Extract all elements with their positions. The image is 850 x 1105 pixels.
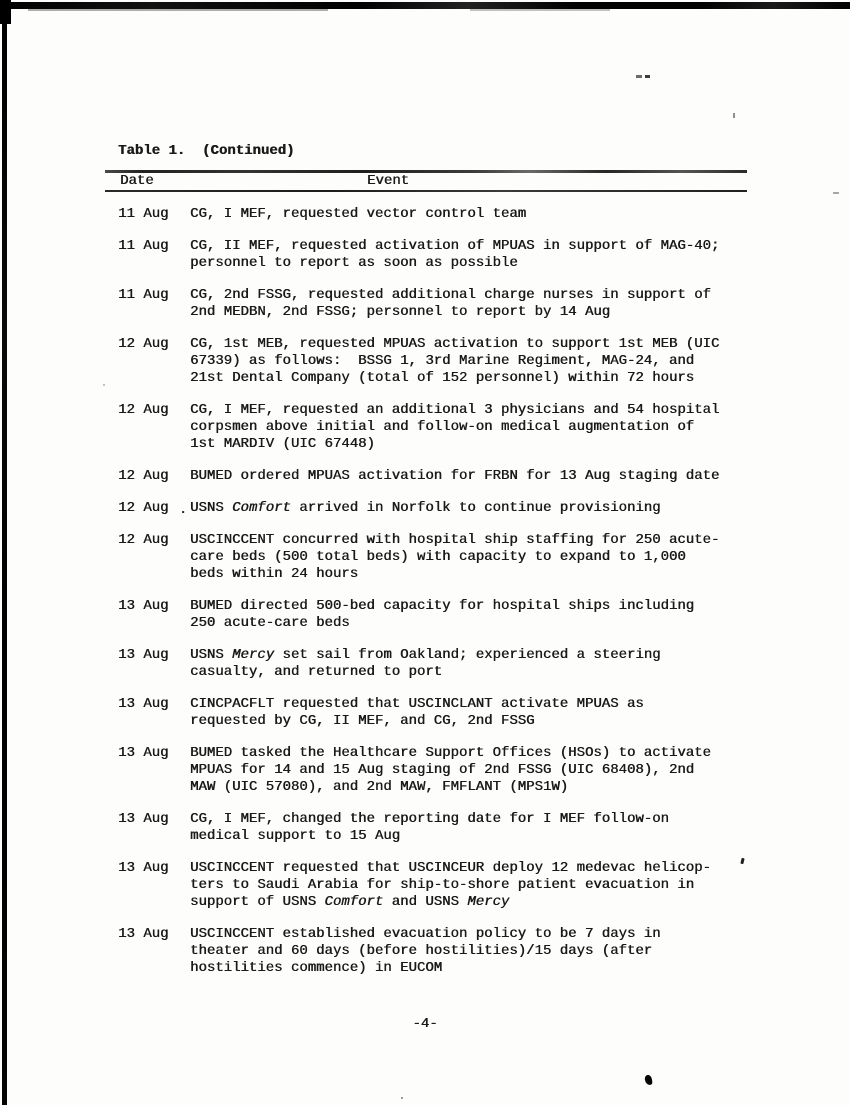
date-cell: 13 Aug xyxy=(118,696,169,712)
event-line: USCINCCENT concurred with hospital ship staffing for 250 acute- xyxy=(190,532,720,548)
table-row xyxy=(0,745,850,796)
table-row xyxy=(0,860,850,911)
event-cell xyxy=(190,811,770,845)
event-line: CG, 1st MEB, requested MPUAS activation to support 1st MEB (UIC xyxy=(190,336,720,352)
table-row xyxy=(0,468,850,485)
event-line: BUMED directed 500-bed capacity for hospital ships including xyxy=(190,598,695,614)
event-line: USCINCCENT requested that USCINCEUR deploy 12 medevac helicop- xyxy=(190,860,711,876)
event-line: BUMED ordered MPUAS activation for FRBN for 13 Aug staging date xyxy=(190,468,720,484)
event-line: support of USNS Comfort and USNS Mercy xyxy=(190,894,510,910)
date-cell: 12 Aug xyxy=(118,468,169,484)
ink-speck xyxy=(833,192,839,194)
scan-edge-corner xyxy=(0,0,11,24)
event-line: requested by CG, II MEF, and CG, 2nd FSSG xyxy=(190,713,535,729)
ink-blot xyxy=(644,1075,652,1086)
table-row xyxy=(0,598,850,632)
event-line: corpsmen above initial and follow-on medical augmentation of xyxy=(190,419,695,435)
event-cell xyxy=(190,860,770,911)
table-row xyxy=(0,206,850,223)
column-header-date: Date xyxy=(120,173,154,189)
ink-speck xyxy=(733,113,735,118)
page-number: -4- xyxy=(412,1016,438,1032)
date-cell: 12 Aug xyxy=(118,532,169,548)
column-header-event: Event xyxy=(367,173,410,189)
event-cell xyxy=(190,402,770,453)
event-cell xyxy=(190,287,770,321)
event-line: 1st MARDIV (UIC 67448) xyxy=(190,436,375,452)
table-row xyxy=(0,926,850,977)
date-cell: 13 Aug xyxy=(118,745,169,761)
event-cell xyxy=(190,745,770,796)
event-line: CG, II MEF, requested activation of MPUAS in support of MAG-40; xyxy=(190,238,720,254)
event-line: 2nd MEDBN, 2nd FSSG; personnel to report by 14 Aug xyxy=(190,304,611,320)
event-line: MAW (UIC 57080), and 2nd MAW, FMFLANT (MPS1W) xyxy=(190,779,569,795)
event-line: casualty, and returned to port xyxy=(190,664,443,680)
event-cell xyxy=(190,598,770,632)
event-line: USCINCCENT established evacuation policy to be 7 days in xyxy=(190,926,661,942)
event-cell xyxy=(190,468,770,485)
table-title: Table 1. (Continued) xyxy=(118,143,295,159)
event-line: CG, I MEF, requested vector control team xyxy=(190,206,527,222)
event-line: personnel to report as soon as possible xyxy=(190,255,518,271)
event-line: CG, I MEF, requested an additional 3 physicians and 54 hospital xyxy=(190,402,720,418)
event-line: ters to Saudi Arabia for ship-to-shore patient evacuation in xyxy=(190,877,695,893)
event-line: MPUAS for 14 and 15 Aug staging of 2nd FSSG (UIC 68408), 2nd xyxy=(190,762,695,778)
table-header xyxy=(105,170,747,192)
date-cell: 11 Aug xyxy=(118,238,169,254)
event-line: theater and 60 days (before hostilities)/15 days (after xyxy=(190,943,653,959)
table-row xyxy=(0,287,850,321)
event-line: BUMED tasked the Healthcare Support Offices (HSOs) to activate xyxy=(190,745,711,761)
date-cell: 13 Aug xyxy=(118,811,169,827)
event-line: beds within 24 hours xyxy=(190,566,359,582)
table-row xyxy=(0,238,850,272)
event-line: 67339) as follows: BSSG 1, 3rd Marine Regiment, MAG-24, and xyxy=(190,353,695,369)
event-line: hostilities commence) in EUCOM xyxy=(190,960,443,976)
ink-speck xyxy=(103,384,105,386)
event-cell xyxy=(190,500,770,517)
event-cell xyxy=(190,647,770,681)
table-rows xyxy=(0,206,850,992)
event-line: care beds (500 total beds) with capacity to expand to 1,000 xyxy=(190,549,686,565)
date-cell: 12 Aug xyxy=(118,336,169,352)
event-line: 250 acute-care beds xyxy=(190,615,350,631)
event-line: CG, 2nd FSSG, requested additional charge nurses in support of xyxy=(190,287,711,303)
event-line: USNS Comfort arrived in Norfolk to continue provisioning xyxy=(190,500,661,516)
table-row xyxy=(0,647,850,681)
event-line: medical support to 15 Aug xyxy=(190,828,401,844)
event-line: 21st Dental Company (total of 152 personnel) within 72 hours xyxy=(190,370,695,386)
event-cell xyxy=(190,696,770,730)
date-cell: 13 Aug xyxy=(118,647,169,663)
event-line: CG, I MEF, changed the reporting date for I MEF follow-on xyxy=(190,811,669,827)
date-cell: 13 Aug xyxy=(118,860,169,876)
date-cell: 11 Aug xyxy=(118,206,169,222)
date-cell: 12 Aug xyxy=(118,402,169,418)
table-row xyxy=(0,402,850,453)
event-cell xyxy=(190,336,770,387)
event-cell xyxy=(190,926,770,977)
event-line: USNS Mercy set sail from Oakland; experienced a steering xyxy=(190,647,661,663)
date-cell: 13 Aug xyxy=(118,926,169,942)
date-cell: 13 Aug xyxy=(118,598,169,614)
ink-speck xyxy=(401,1097,403,1099)
date-cell: 11 Aug xyxy=(118,287,169,303)
ink-speck: . xyxy=(179,502,187,517)
event-line: CINCPACFLT requested that USCINCLANT activate MPUAS as xyxy=(190,696,644,712)
event-cell xyxy=(190,532,770,583)
table-row xyxy=(0,811,850,845)
event-cell xyxy=(190,206,770,223)
scan-edge-top xyxy=(0,2,850,9)
table-row xyxy=(0,532,850,583)
table-row xyxy=(0,696,850,730)
table-rule-bottom xyxy=(105,190,747,192)
date-cell: 12 Aug xyxy=(118,500,169,516)
scan-edge-top-shadow xyxy=(28,9,328,11)
table-row xyxy=(0,500,850,517)
scan-edge-top-shadow xyxy=(470,9,610,11)
event-cell xyxy=(190,238,770,272)
ink-speck xyxy=(636,75,642,78)
ink-speck xyxy=(645,75,650,78)
table-row xyxy=(0,336,850,387)
